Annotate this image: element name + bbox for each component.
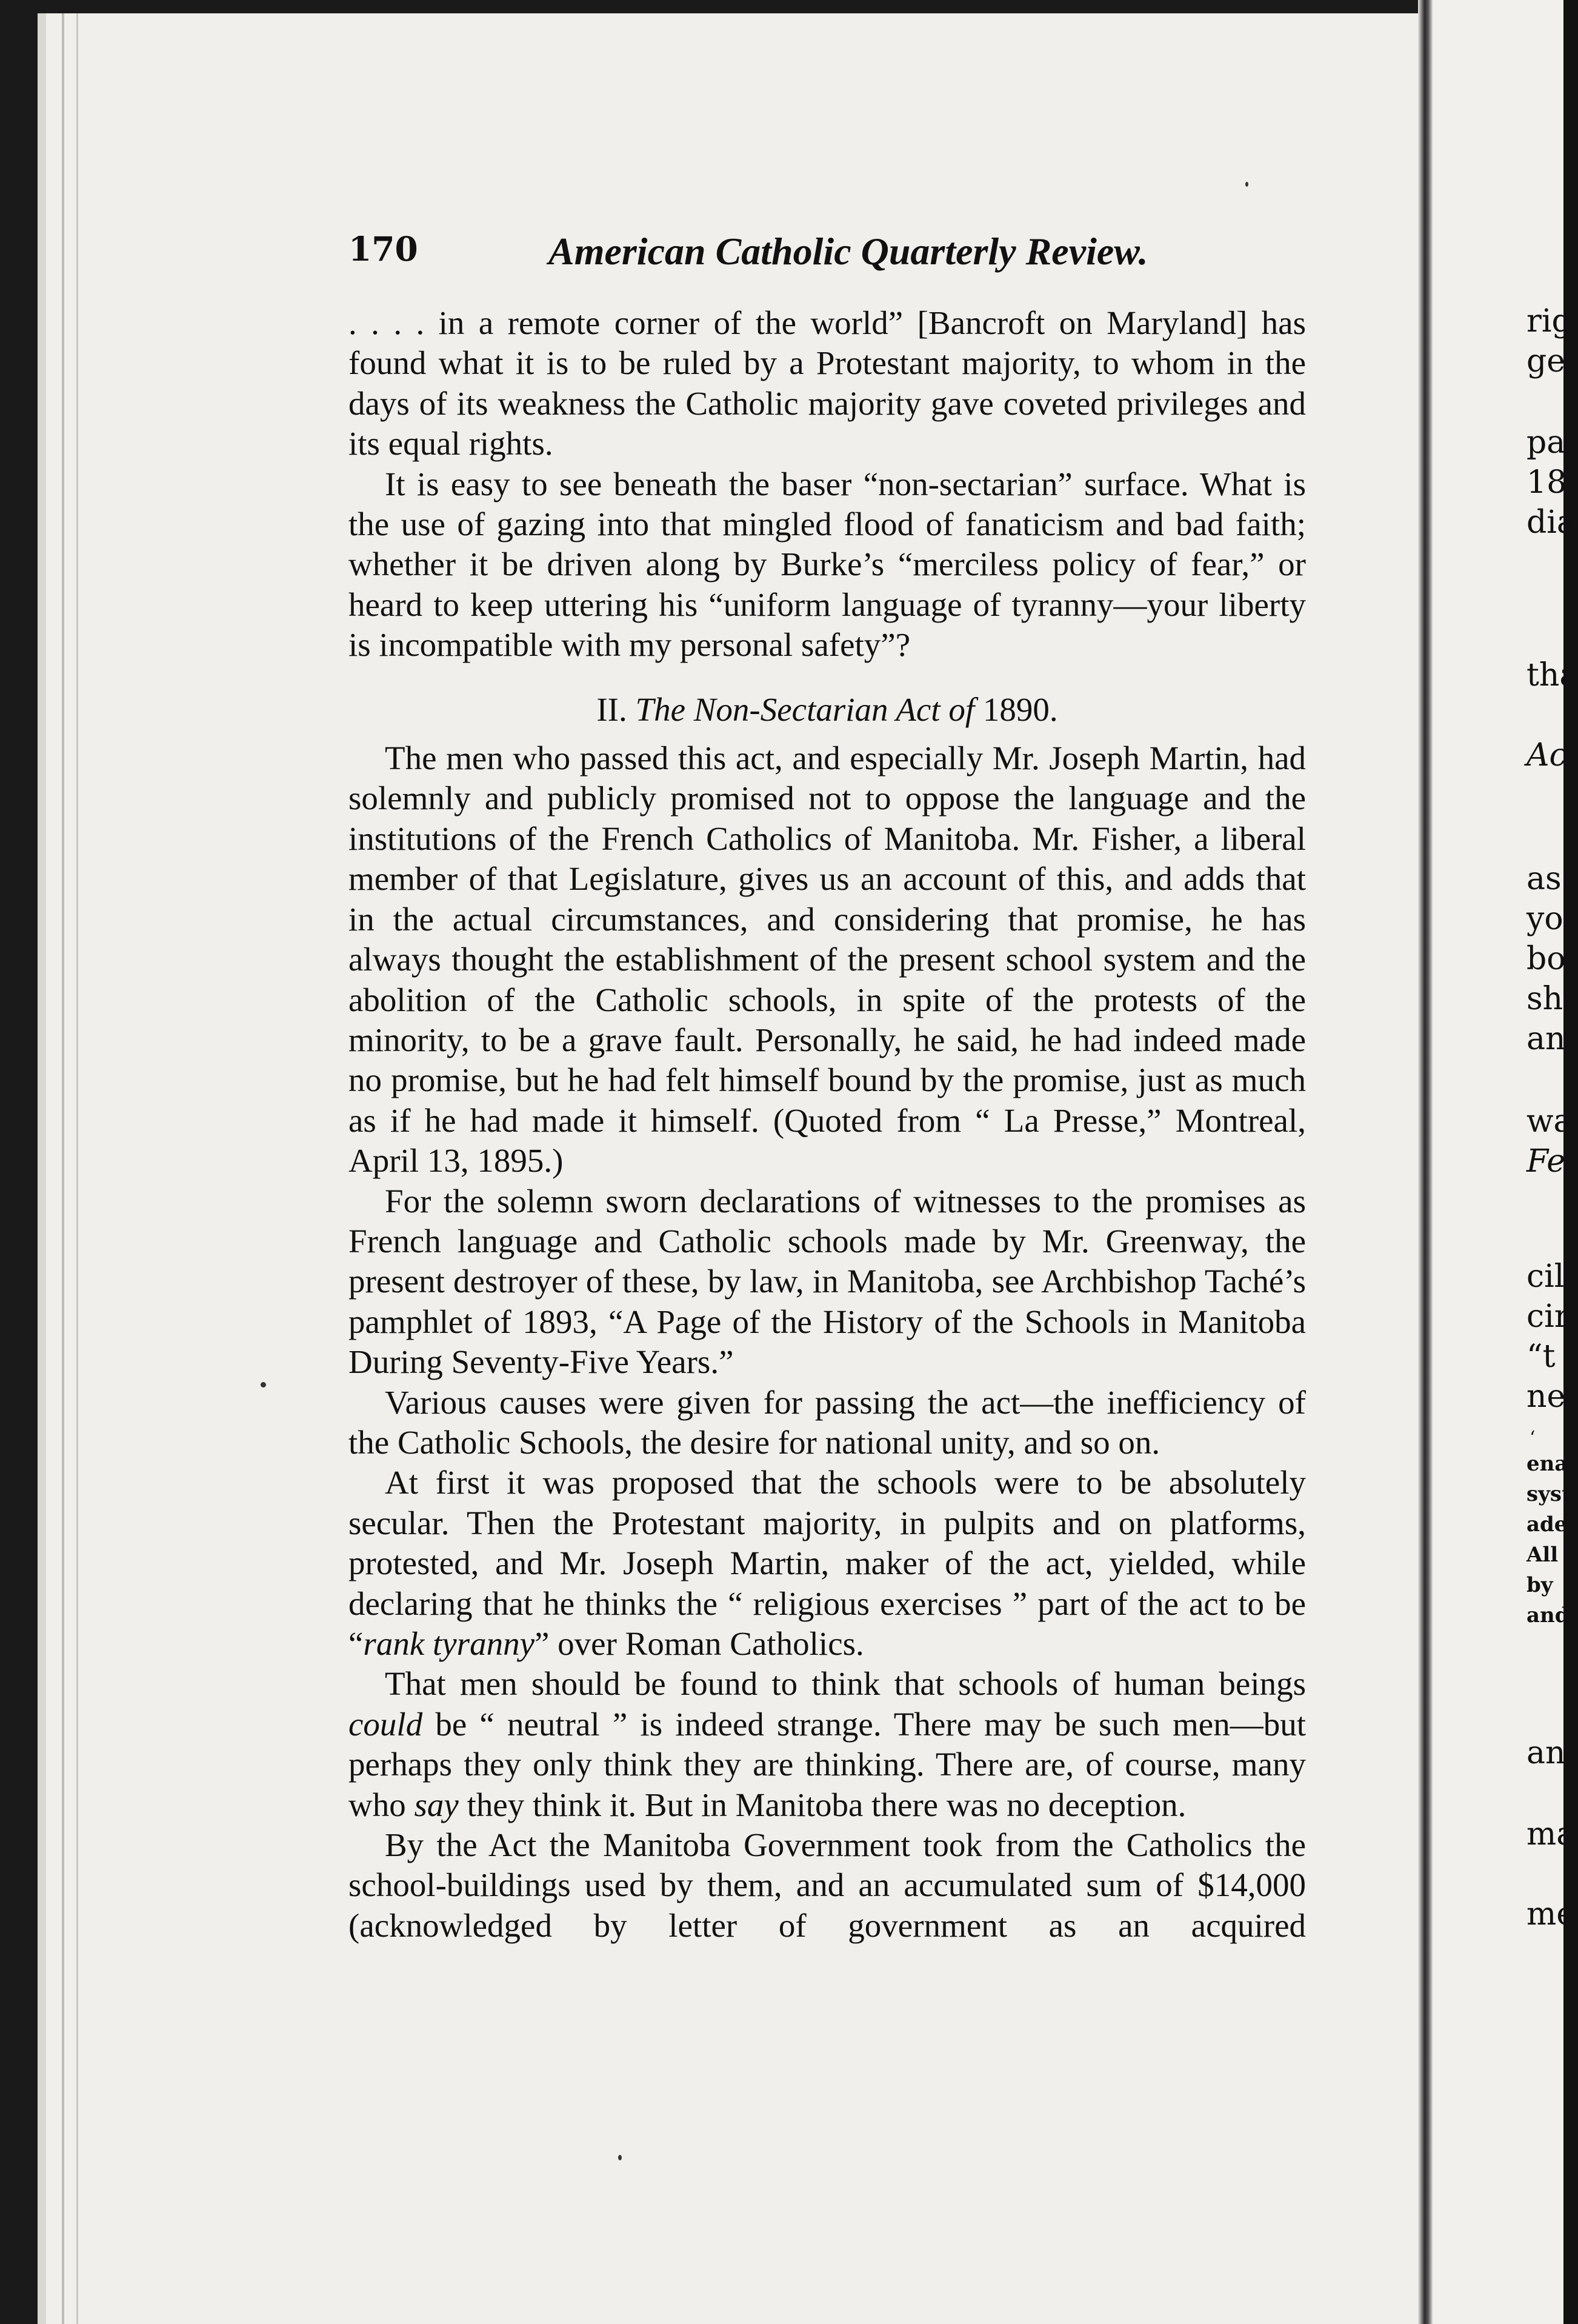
facing-page-fragment: wa [1526, 1103, 1573, 1140]
text-run: they think it. But in Manitoba there was no deception. [458, 1786, 1187, 1823]
facing-page-fragment: sh [1526, 981, 1563, 1017]
italic-run: say [414, 1786, 459, 1823]
facing-page-fragment: pa [1526, 424, 1566, 461]
text-run: That men should be found to think that schools of human beings [385, 1665, 1306, 1703]
paragraph: By the Act the Manitoba Government took from the Catholics the school-buildings used by them, and an accumulated sum of $14,000 (acknowledged by letter of government as an acquired [348, 1826, 1306, 1944]
paragraph [348, 1463, 1306, 1664]
facing-page-fragment: ade [1526, 1512, 1568, 1537]
facing-page-fragment: an [1526, 1021, 1566, 1057]
facing-page-fragment: 18 [1526, 464, 1567, 501]
facing-page-fragment: bo [1526, 941, 1566, 977]
running-head [348, 229, 1227, 284]
facing-page-fragment: ne [1526, 1378, 1566, 1415]
facing-page-fragment: and [1526, 1603, 1570, 1628]
italic-run: rank tyranny [363, 1625, 534, 1662]
paragraph: The men who passed this act, and especially Mr. Joseph Martin, had solemnly and publicly promised not to oppose the language and the institutions of the French Catholics of Manitoba. Mr. Fisher, a liberal member of that Legislature, gives us an account of this, and adds that in the actual circumstances, and considering that promise, he has always thought the establishment of the present school system and the abolition of the Catholic schools, in spite of the protests of the minority, to be a grave fault. Personally, he said, he had indeed made no promise, but he had felt himself bound by the promise, just as much as if he had made it himself. (Quoted from “ La Presse,” Montreal, April 13, 1895.) [348, 740, 1306, 1180]
facing-page-fragment: ge [1526, 343, 1566, 379]
facing-page-fragment: yo [1526, 901, 1563, 937]
paragraph: . . . . in a remote corner of the world” [Bancroft on Maryland] has found what it is to be ruled by a Protestant majority, to whom in the days of its weakness the Catholic majority gave coveted privileges and its equal rights. [348, 304, 1306, 462]
facing-page-fragment: cil [1526, 1258, 1565, 1295]
facing-page-fragment: syst [1526, 1482, 1571, 1506]
facing-page-strip [1433, 0, 1578, 2324]
facing-page-fragment: tha [1526, 657, 1578, 693]
section-title: The Non-Sectarian Act of [635, 690, 975, 728]
facing-page-fragment: dia [1526, 504, 1576, 541]
facing-page-fragment: rig [1526, 303, 1572, 339]
book-gutter [1418, 0, 1433, 2324]
section-heading [348, 690, 1306, 730]
ink-speck [618, 2155, 622, 2160]
paragraph: For the solemn sworn declarations of witnesses to the promises as French language and Catholic schools made by Mr. Greenway, the present destroyer of these, by law, in Manitoba, see Archbishop Taché’s pamphlet of 1893, “A Page of the History of the Schools in Manitoba During Seventy-Five Years.” [348, 1182, 1306, 1381]
facing-page-fragment: Ac [1526, 737, 1567, 773]
facing-page-fragment: me [1526, 1896, 1576, 1932]
facing-page-fragment: an [1526, 1735, 1566, 1771]
facing-page-fragment: All [1526, 1543, 1559, 1567]
body-text [348, 303, 1306, 1946]
ink-speck [261, 1382, 266, 1387]
paragraph: Various causes were given for passing the act—the inefficiency of the Catholic Schools, the desire for national unity, and so on. [348, 1383, 1306, 1461]
page-edge-line [76, 13, 78, 2324]
text-run: At first it was proposed that the schools were to be absolutely secular. Then the Protestant majority, in pulpits and on platforms, protested, and Mr. Joseph Martin, maker of the act, yielded, while declaring that he thinks the “ religious exercises ” part of the act to be “ [348, 1464, 1306, 1662]
journal-title: American Catholic Quarterly Review. [548, 230, 1148, 273]
facing-page-fragment: by [1526, 1573, 1553, 1597]
facing-page-fragment: as [1526, 861, 1562, 897]
facing-page-fragment: Fe [1526, 1143, 1566, 1180]
text-run: be “ neutral ” is indeed strange. There may be such men—but perhaps they only think they are thinking. There are, of course, many who [348, 1705, 1306, 1823]
page-edge-shadow [38, 13, 46, 2324]
paragraph: It is easy to see beneath the baser “non-sectarian” surface. What is the use of gazing into that mingled flood of fanaticism and bad faith; whether it be driven along by Burke’s “merciless policy of fear,” or heard to keep uttering his “uniform language of tyranny—your liberty is incompatible with my personal safety”? [348, 465, 1306, 664]
italic-run: could [348, 1705, 423, 1743]
facing-page-fragment: ma [1526, 1816, 1576, 1852]
facing-page-fragment: ‘ [1530, 1427, 1536, 1449]
facing-page-fragment: “t [1526, 1338, 1556, 1375]
facing-page-fragment: cir [1526, 1298, 1570, 1335]
paragraph [348, 1664, 1306, 1825]
facing-page-fragment: ena [1526, 1452, 1568, 1476]
ink-speck [1245, 182, 1248, 187]
text-run: ” over Roman Catholics. [534, 1625, 864, 1662]
section-year: 1890. [982, 690, 1058, 728]
page-edge-line [62, 13, 64, 2324]
page-number: 170 [348, 229, 418, 269]
section-numeral: II. [596, 690, 627, 728]
